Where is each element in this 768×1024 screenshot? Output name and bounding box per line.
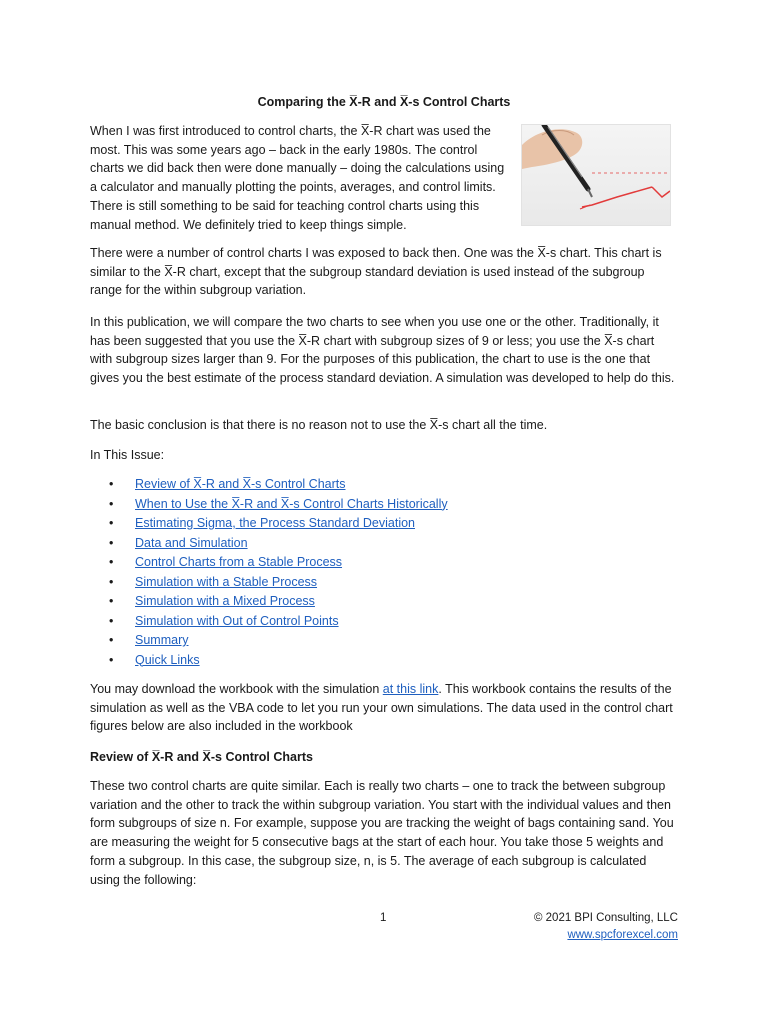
hand-pen-chart-photo [521, 124, 671, 226]
toc-item [135, 651, 678, 671]
toc-link-simulation-stable[interactable]: Simulation with a Stable Process [135, 574, 318, 589]
toc-link-review[interactable]: Review of X̅-R and X̅-s Control Charts [135, 477, 346, 491]
toc-link-when-to-use[interactable]: When to Use the X̅-R and X̅-s Control Charts Historically [135, 496, 448, 511]
intro-section [90, 122, 678, 234]
toc-link-quick-links[interactable]: Quick Links [135, 652, 200, 667]
toc-link-simulation-out-of-control[interactable]: Simulation with Out of Control Points [135, 613, 339, 628]
toc-link-summary[interactable]: Summary [135, 633, 189, 647]
toc-item [135, 534, 678, 554]
download-workbook-link[interactable]: at this link [382, 682, 439, 696]
copyright-text: © 2021 BPI Consulting, LLC [533, 912, 678, 924]
toc-link-simulation-mixed[interactable]: Simulation with a Mixed Process [135, 594, 315, 608]
toc-item [135, 631, 678, 651]
table-of-contents [90, 475, 678, 670]
toc-item [135, 612, 678, 632]
download-text-before: You may download the workbook with the simulation [90, 682, 383, 696]
intro-paragraph: When I was first introduced to control charts, the X̅-R chart was used the most. This was some years ago – back in the early 1980s. The control charts we did back then were done manually – doing the calculations using a calculator and manually plotting the points, averages, and control limits. There is still something to be said for teaching control charts using this manual method. We definitely tried to keep things simple. [90, 124, 505, 232]
paragraph-review-body: These two control charts are quite similar. Each is really two charts – one to track the between subgroup variation and the other to track the within subgroup variation. You start with the individual values and then form subgroups of size n. For example, suppose you are tracking the weight of bags containing sand. You are measuring the weight for 5 consecutive bags at the start of each hour. You take those 5 weights and form a subgroup. In this case, the subgroup size, n, is 5. The average of each subgroup is calculated using the following: [90, 779, 674, 887]
page-number: 1 [380, 912, 387, 924]
toc-item [135, 475, 678, 495]
in-this-issue-label: In This Issue: [90, 448, 165, 462]
website-link[interactable]: www.spcforexcel.com [567, 929, 678, 941]
toc-link-estimating-sigma[interactable]: Estimating Sigma, the Process Standard Deviation [135, 516, 415, 530]
footer-right [534, 910, 678, 944]
section-heading-review: Review of X̅-R and X̅-s Control Charts [90, 750, 313, 764]
paragraph-xs-chart: There were a number of control charts I was exposed to back then. One was the X̅-s chart. This chart is similar to the X̅-R chart, except that the subgroup standard deviation is used instead of the subgroup range for the within subgroup variation. [90, 246, 662, 298]
download-text-after: . This workbook contains the results of the simulation as well as the VBA code to let you run your own simulations. The data used in the control chart figures below are also included in the workbook [90, 682, 673, 734]
toc-item [135, 553, 678, 573]
toc-item [135, 592, 678, 612]
pen-drawing-chart-icon [522, 125, 670, 225]
toc-item [135, 514, 678, 534]
page-title: Comparing the X̅-R and X̅-s Control Charts [257, 95, 511, 109]
toc-item [135, 573, 678, 593]
paragraph-conclusion: The basic conclusion is that there is no reason not to use the X̅-s chart all the time. [90, 418, 548, 432]
paragraph-download [90, 680, 678, 736]
toc-link-stable-process-charts[interactable]: Control Charts from a Stable Process [135, 555, 343, 569]
toc-link-data-simulation[interactable]: Data and Simulation [135, 535, 248, 550]
toc-item [135, 495, 678, 515]
paragraph-comparison: In this publication, we will compare the two charts to see when you use one or the other. Traditionally, it has been suggested that you use the X̅-R chart with subgroup sizes of 9 or less; you use the X̅-s chart with subgroup sizes larger than 9. For the purposes of this publication, the chart to use is the one that gives you the best estimate of the process standard deviation. A simulation was developed to help do this. [90, 315, 675, 386]
